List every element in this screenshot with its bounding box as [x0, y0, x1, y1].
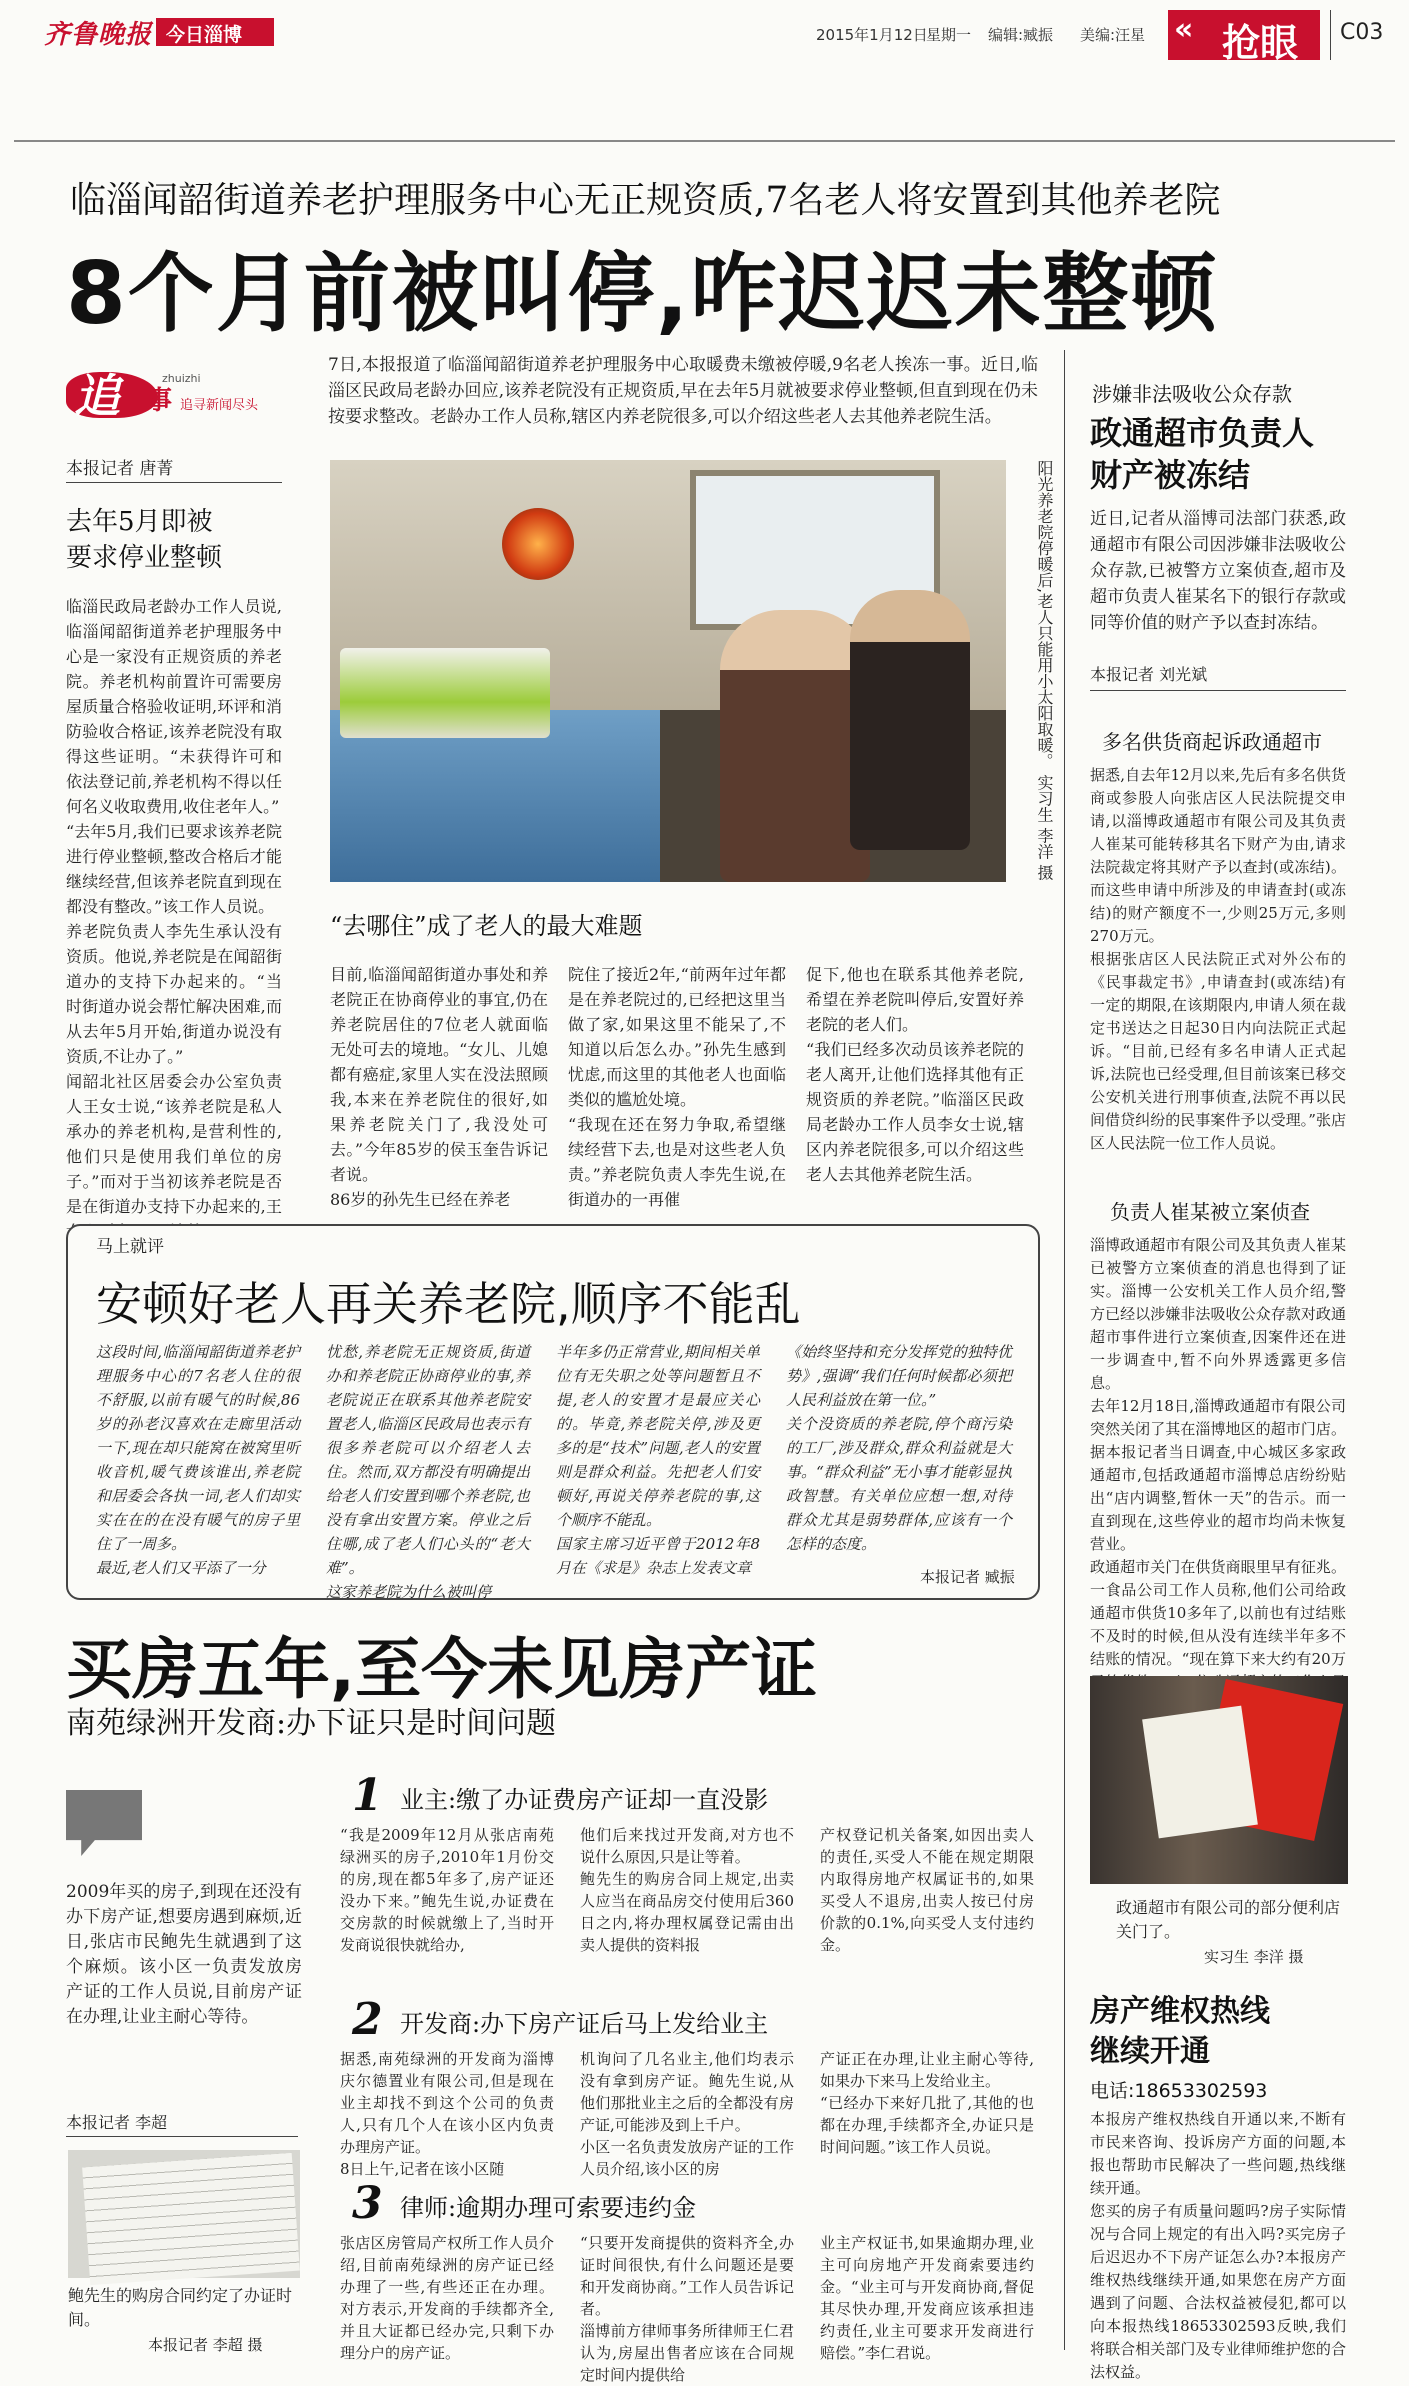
section-1-number: 1: [352, 1770, 383, 1821]
column-name: 抢眼: [1222, 21, 1299, 65]
masthead-rule: [14, 140, 1395, 142]
section-3-col-c: 业主产权证书,如果逾期办理,业主可向房地产开发商索要违约金。“业主可与开发商协商,督促其尽快办理,开发商应该承担违约责任,业主可要求开发商进行赔偿。”李仁君说。: [820, 2234, 1034, 2362]
right-column-divider: [1064, 350, 1065, 2350]
photo-heater: [502, 508, 574, 580]
paper-logo: 齐鲁晚报: [44, 20, 153, 50]
right-kicker: 涉嫌非法吸收公众存款: [1092, 382, 1292, 406]
section-2-number: 2: [352, 1994, 383, 2045]
section-3-title: 律师:逾期办理可索要违约金: [400, 2194, 697, 2222]
right-body-2: 淄博政通超市有限公司及其负责人崔某已被警方立案侦查的消息也得到了证实。淄博一公安机关工作人员介绍,警方已经以涉嫌非法吸收公众存款对政通超市事件进行立案侦查,因案件还在进一步调查中,暂不向外界透露更多信息。 去年12月18日,淄博政通超市有限公司突然关闭了其在淄博地区的超市门店。据本报记者当日调查,中心城区多家政通超市,包括政通超市淄博总店纷纷贴出“店内调整,暂休一天”的告示。而一直到现在,这些停业的超市均尚未恢复营业。 政通超市关门在供货商眼里早有征兆。一食品公司工作人员称,他们公司给政通超市供货10多年了,以前也有过结账不及时的时候,但从没有连续半年多不结账的情况。“现在算下来大约有20万: [1090, 1236, 1346, 1668]
commentary-title: 安顿好老人再关养老院,顺序不能乱: [96, 1277, 801, 1331]
house-deck: 南苑绿洲开发商:办下证只是时间问题: [66, 1706, 557, 1741]
section-3-col-b: “只要开发商提供的资料齐全,办证时间很快,有什么问题还是要和开发商协商。”工作人员告诉记者。 淄博前方律师事务所律师王仁君认为,房屋出售者应该在合同规定时间内提供给: [580, 2234, 794, 2384]
masthead-divider: [1330, 10, 1331, 60]
main-deck: 临淄闻韶街道养老护理服务中心无正规资质,7名老人将安置到其他养老院: [70, 180, 1221, 221]
editor-credit: 编辑:臧振: [988, 26, 1054, 44]
badge-small-char: 事: [146, 386, 173, 416]
page-number: C03: [1340, 20, 1384, 45]
contract-photo: [68, 2150, 300, 2278]
right-lead: 近日,记者从淄博司法部门获悉,政通超市有限公司因涉嫌非法吸收公众存款,已被警方立案侦查,超市及超市负责人崔某名下的银行存款或同等价值的财产予以查封冻结。: [1090, 509, 1346, 633]
photo-quilts: [340, 648, 550, 738]
right-byline-rule: [1090, 690, 1346, 691]
right-body-1: 据悉,自去年12月以来,先后有多名供货商或参股人向张店区人民法院提交申请,以淄博政通超市有限公司及其负责人崔某可能转移其名下财产为由,请求法院裁定将其财产予以查封(或冻结)。而这些申请中所涉及的申请查封(或冻结)的财产额度不一,少则25万元,多则270万元。 根据张店区人民法院正式对外公布的《民事裁定书》,申请查封(或冻结)有一定的期限,在该期限内,申请人须在裁定书送达之日起30日内向法院正式起诉。“目前,已经有多名申请人正式起诉,法院也已经受理,但目前该案已移交公安机关进行刑事侦查,法院不再以民间借贷纠纷的民事案件予以受理。”张店区人民法院一位工作人员说。: [1090, 766, 1346, 1152]
commentary-col-2: 忧愁,养老院无正规资质,街道办和养老院正协商停业的事,养老院说正在联系其他养老院安置老人,临淄区民政局也表示有很多养老院可以介绍老人去住。然而,双方都没有明确提出给老人们安置到哪个养老院,也没有拿出安置方案。停业之后住哪,成了老人们心头的“老大难”。 这家养老院为什么被叫停: [326, 1343, 530, 1601]
main-col-4: 促下,他也在联系其他养老院,希望在养老院叫停后,安置好养老院的老人们。 “我们已经多次动员该养老院的老人离开,让他们选择其他有正规资质的养老院。”临淄区民政局老龄办工作人员李女士说,辖区内养老院很多,可以介绍这些老人去其他养老院生活。: [806, 965, 1024, 1184]
main-col-3: 院住了接近2年,“前两年过年都是在养老院过的,已经把这里当做了家,如果这里不能呆了,不知道以后怎么办。”孙先生感到忧虑,而这里的其他老人也面临类似的尴尬处境。 “我现在还在努力争取,希望继续经营下去,也是对这些老人负责。”养老院负责人李先生说,在街道办的一再催: [568, 965, 786, 1209]
right-byline: 本报记者 刘光斌: [1090, 665, 1208, 684]
house-byline-rule: [66, 2136, 298, 2137]
right-subhead-2: 负责人崔某被立案侦查: [1110, 1200, 1310, 1224]
main-subhead-2: “去哪住”成了老人的最大难题: [330, 912, 643, 940]
house-lead: 2009年买的房子,到现在还没有办下房产证,想要房遇到麻烦,近日,张店市民鲍先生就遇到了这个麻烦。该小区一负责发放房产证的工作人员说,目前房产证在办理,让业主耐心等待。: [66, 1882, 302, 2027]
quote-mark-icon: [66, 1790, 142, 1856]
right-subhead-1: 多名供货商起诉政通超市: [1102, 730, 1322, 754]
masthead: [0, 0, 1409, 76]
follow-up-badge: [66, 360, 286, 430]
section-1-title: 业主:缴了办证费房产证却一直没影: [400, 1786, 769, 1814]
photo-person-2: [850, 590, 970, 850]
hotline-body: 本报房产维权热线自开通以来,不断有市民来咨询、投诉房产方面的问题,本报也帮助市民解决了一些问题,热线继续开通。 您买的房子有质量问题吗?房子实际情况与合同上规定的有出入吗?买完房子后迟迟办不下房产证怎么办?本报房产维权热线继续开通,如果您在房产方面遇到了问题、合法权益被侵犯,都可以向本报热线18653302593反映,我们将联合相关部门及专业律师维护您的合法权益。: [1090, 2110, 1346, 2381]
hotline-phone: 电话:18653302593: [1090, 2080, 1268, 2102]
issue-weekday: 星期一: [926, 26, 972, 44]
commentary-tag: 马上就评: [96, 1237, 164, 1257]
badge-text: 追寻新闻尽头: [180, 398, 259, 413]
main-subhead: 去年5月即被 要求停业整顿: [66, 507, 223, 573]
contract-photo-caption: 鲍先生的购房合同约定了办证时间。: [68, 2286, 293, 2329]
section-1-col-a: “我是2009年12月从张店南苑绿洲买的房子,2010年1月份交的房,现在都5年多了,房产证还没办下来。”鲍先生说,办证费在交房款的时候就缴上了,当时开发商说很快就给办,: [340, 1826, 554, 1954]
main-headline: 8个月前被叫停,咋迟迟未整顿: [66, 244, 1219, 344]
section-2-col-c: 产证正在办理,让业主耐心等待,如果办下来马上发给业主。 “已经办下来好几批了,其他的也都在办理,手续都齐全,办证只是时间问题。”该工作人员说。: [820, 2050, 1034, 2156]
section-3-col-a: 张店区房管局产权所工作人员介绍,目前南苑绿洲的房产证已经办理了一些,有些还正在办理。对方表示,开发商的手续都齐全,并且大证都已经办完,只剩下办理分户的房产证。: [340, 2234, 554, 2362]
main-photo-caption: 阳光养老院停暖后,老人只能用小太阳取暖。 实习生 李洋 摄: [1035, 460, 1054, 881]
section-2-title: 开发商:办下房产证后马上发给业主: [400, 2010, 769, 2038]
photo-person-1: [720, 610, 870, 882]
commentary-col-4: 《始终坚持和充分发挥党的独特优势》,强调“我们任何时候都必须把人民利益放在第一位。” 关个没资质的养老院,停个商污染的工厂,涉及群众,群众利益就是大事。“群众利益”无小事才能彰显执政智慧。有关单位应想一想,对待群众尤其是弱势群体,应该有一个怎样的态度。: [786, 1343, 1012, 1553]
house-headline: 买房五年,至今未见房产证: [66, 1631, 818, 1708]
main-col-2: 目前,临淄闻韶街道办事处和养老院正在协商停业的事宜,仍在养老院居住的7位老人就面临无处可去的境地。“女儿、儿媳都有癌症,家里人实在没法照顾我,本来在养老院住的很好,如果养老院关门了,我没处可去。”今年85岁的侯玉奎告诉记者说。 86岁的孙先生已经在养老: [330, 965, 548, 1209]
badge-big-char: 追: [74, 369, 120, 423]
chevrons-icon: «: [1174, 12, 1194, 47]
section-2-col-b: 机询问了几名业主,他们均表示没有拿到房产证。鲍先生说,从他们那批业主之后的全都没有房产证,可能涉及到上千户。 小区一名负责发放房产证的工作人员介绍,该小区的房: [580, 2050, 794, 2178]
store-notice: [1142, 1706, 1258, 1839]
contract-paper: [82, 2153, 300, 2285]
issue-date: 2015年1月12日: [816, 26, 928, 44]
commentary-col-3: 半年多仍正常营业,期间相关单位有无失职之处等问题暂且不提,老人的安置才是最应关心的。毕竟,养老院关停,涉及更多的是“技术”问题,老人的安置则是群众利益。先把老人们安顿好,再说关停养老院的事,这个顺序不能乱。 国家主席习近平曾于2012年8月在《求是》杂志上发表文章: [556, 1343, 760, 1577]
contract-photo-credit: 本报记者 李超 摄: [148, 2336, 263, 2354]
section-3-number: 3: [352, 2178, 383, 2229]
section-1-col-c: 产权登记机关备案,如因出卖人的责任,买受人不能在规定期限内取得房地产权属证书的,如果买受人不退房,出卖人按已付房价款的0.1%,向买受人支付违约金。: [820, 1826, 1034, 1954]
store-photo-caption: 政通超市有限公司的部分便利店关门了。: [1116, 1898, 1341, 1941]
hotline-title: 房产维权热线 继续开通: [1090, 1994, 1270, 2069]
section-2-col-a: 据悉,南苑绿洲的开发商为淄博庆尔德置业有限公司,但是现在业主却找不到这个公司的负责人,只有几个人在该小区内负责办理房产证。 8日上午,记者在该小区随: [340, 2050, 554, 2178]
store-photo: [1090, 1676, 1348, 1884]
commentary-col-1: 这段时间,临淄闻韶街道养老护理服务中心的7名老人住的很不舒服,以前有暖气的时候,86岁的孙老汉喜欢在走廊里活动一下,现在却只能窝在被窝里听收音机,暖气费该谁出,养老院和居委会各执一词,老人们却实实在在的在没有暖气的房子里住了一周多。 最近,老人们又平添了一分: [96, 1343, 300, 1577]
right-title: 政通超市负责人 财产被冻结: [1090, 414, 1315, 494]
section-1-col-b: 他们后来找过开发商,对方也不说什么原因,只是让等着。 鲍先生的购房合同上规定,出卖人应当在商品房交付使用后360日之内,将办理权属登记需由出卖人提供的资料报: [580, 1826, 794, 1954]
main-intro: 7日,本报报道了临淄闻韶街道养老护理服务中心取暖费未缴被停暖,9名老人挨冻一事。近日,临淄区民政局老龄办回应,该养老院没有正规资质,早在去年5月就被要求停业整顿,但直到现在仍未按要求整改。老龄办工作人员称,辖区内养老院很多,可以介绍这些老人去其他养老院生活。: [328, 355, 1038, 427]
main-byline: 本报记者 唐菁: [66, 459, 174, 479]
badge-pinyin: zhuizhi: [162, 372, 201, 385]
store-photo-credit: 实习生 李洋 摄: [1204, 1948, 1304, 1966]
commentary-byline: 本报记者 臧振: [920, 1568, 1015, 1586]
main-col-1: 临淄民政局老龄办工作人员说,临淄闻韶街道养老护理服务中心是一家没有正规资质的养老院。养老机构前置许可需要房屋质量合格验收证明,环评和消防验收合格证,该养老院没有取得这些证明。“未获得许可和依法登记前,养老机构不得以任何名义收取费用,收住老年人。” “去年5月,我们已要求该养老院进行停业整顿,整改合格后才能继续经营,但该养老院直到现在都没有整改。”该工作人员说。 养老院负责人李先生承认没有资质。他说,养老院是在闻韶街道办的支持下办起来的。“当时街道办说会帮忙解决困难,而从去年5月开始,街道办说没有资质,不让办了。” 闻韶北社区居委会办公室负责人王女士说,“该养老院是私人承办的养老机构,是营利性的,他们只是使用我们单位的房子。”而对于当初该养老院是否是在街道办支持下办起来的,王: [66, 597, 282, 1216]
byline-rule: [66, 482, 282, 483]
designer-credit: 美编:汪星: [1080, 26, 1146, 44]
section-name: 今日淄博: [166, 24, 243, 46]
main-photo: [330, 460, 1006, 882]
house-byline: 本报记者 李超: [66, 2113, 168, 2132]
